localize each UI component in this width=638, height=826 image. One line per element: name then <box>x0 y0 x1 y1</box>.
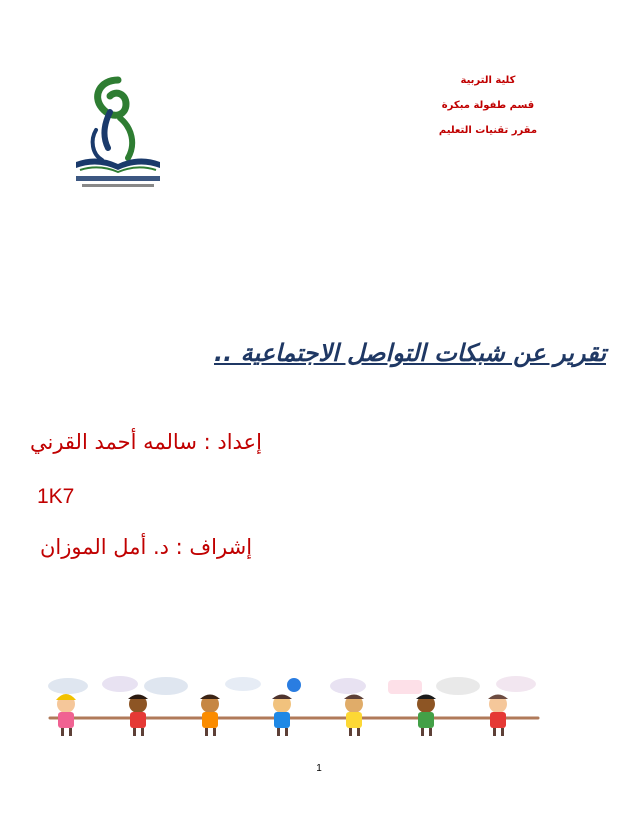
course-name: مقرر تقنيات التعليم <box>438 125 538 136</box>
children-clipart <box>38 674 550 736</box>
college-name: كلية التربية <box>460 75 516 86</box>
section-code: 1K7 <box>37 485 75 508</box>
department-name: قسم طفولة مبكرة <box>441 100 535 111</box>
children-illustration <box>38 674 550 736</box>
supervised-by: إشراف : د. أمل الموزان <box>40 535 253 559</box>
university-logo <box>62 68 174 194</box>
faculty-header <box>388 75 588 150</box>
report-title: تقرير عن شبكات التواصل الاجتماعية .. <box>214 339 606 367</box>
page-number: 1 <box>316 763 322 774</box>
university-logo-graphic <box>62 68 174 194</box>
prepared-by: إعداد : سالمه أحمد القرني <box>30 430 262 454</box>
